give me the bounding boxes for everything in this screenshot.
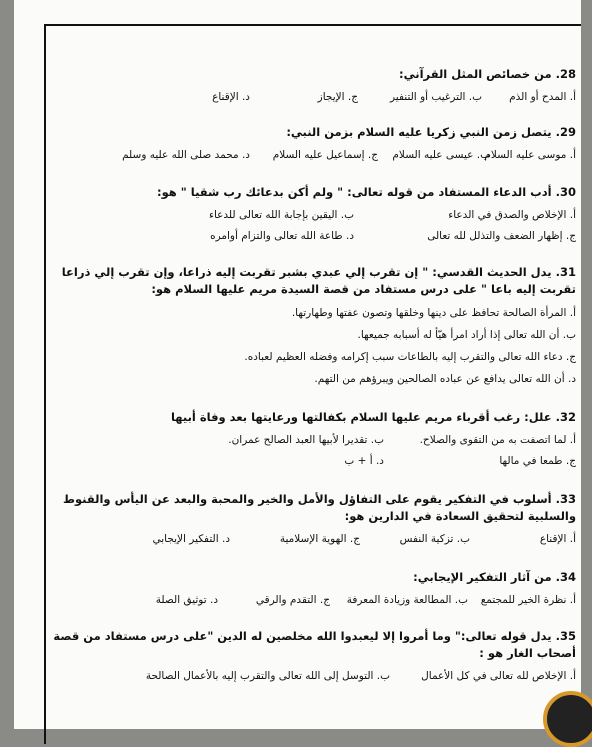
- question-35: [48, 628, 576, 684]
- options-row: [48, 531, 576, 547]
- question-stem: من آثار التفكير الإيجابي:: [413, 570, 552, 584]
- option-d[interactable]: د. أن الله تعالى يدافع عن عباده الصالحين ويبرؤهم من التهم.: [314, 373, 576, 385]
- option-a[interactable]: أ. المدح أو الذم: [509, 91, 576, 103]
- question-number: 35.: [555, 629, 576, 643]
- question-stem: علل: رغب أقرباء مريم عليها السلام بكفالتها ورعايتها بعد وفاة أبيها: [170, 410, 552, 424]
- question-stem: يدل الحديث القدسي: " إن تقرب إلي عبدي بشبر تقربت إليه ذراعا، وإن تقرب إلي ذراعا تقربت إليه باعا " على درس مستفاد من قصة السيدة مريم عليها السلام هو:: [61, 265, 576, 296]
- option-d[interactable]: د. الإقناع: [212, 91, 250, 103]
- question-number: 28.: [555, 67, 576, 81]
- question-32: [48, 409, 576, 469]
- options-row: [48, 228, 576, 244]
- question-stem: يدل قوله تعالى:" وما أمروا إلا ليعبدوا الله مخلصين له الدين "على درس مستفاد من قصة أصحاب الغار هو :: [53, 629, 576, 660]
- options-row: [48, 668, 576, 684]
- option-a[interactable]: أ. الإقناع: [539, 533, 576, 545]
- question-30: [48, 184, 576, 244]
- options-row: [48, 89, 576, 105]
- option-d[interactable]: د. التفكير الإيجابي: [152, 533, 230, 545]
- question-34: [48, 569, 576, 608]
- option-b[interactable]: ب. اليقين بإجابة الله تعالى للدعاء: [209, 209, 354, 221]
- questions-list: [48, 60, 576, 684]
- question-31: [48, 264, 576, 387]
- question-stem: أدب الدعاء المستفاد من قوله تعالى: " ولم أكن بدعائك رب شقيا " هو:: [156, 185, 552, 199]
- question-number: 30.: [555, 185, 576, 199]
- option-d[interactable]: د. توثيق الصلة: [155, 594, 218, 606]
- option-c[interactable]: ج. الإيجاز: [317, 91, 358, 103]
- question-29: [48, 124, 576, 163]
- option-c[interactable]: ج. إظهار الضعف والتذلل لله تعالى: [427, 230, 576, 242]
- option-d[interactable]: د. أ + ب: [344, 455, 384, 467]
- option-a[interactable]: أ. موسى عليه السلام: [484, 149, 576, 161]
- question-stem: أسلوب في التفكير يقوم على التفاؤل والأمل والخير والمحبة والبعد عن اليأس والقنوط والسلبية لتحقيق السعادة في الدارين هو:: [63, 492, 576, 523]
- options-row: [48, 432, 576, 448]
- option-a[interactable]: أ. الإخلاص لله تعالى في كل الأعمال: [421, 670, 576, 682]
- corner-badge-icon: [543, 691, 592, 747]
- option-a[interactable]: أ. لما اتصفت به من التقوى والصلاح.: [419, 434, 576, 446]
- question-number: 32.: [555, 410, 576, 424]
- option-c[interactable]: ج. إسماعيل عليه السلام: [272, 149, 378, 161]
- options-row: [48, 453, 576, 469]
- option-c[interactable]: ج. دعاء الله تعالى والتقرب إليه بالطاعات سبب إكرامه وفضله العظيم لعباده.: [244, 351, 576, 363]
- option-b[interactable]: ب. تزكية النفس: [399, 533, 470, 545]
- option-c[interactable]: ج. طمعا في مالها: [499, 455, 576, 467]
- option-c[interactable]: ج. الهوية الإسلامية: [279, 533, 360, 545]
- options-row: [48, 207, 576, 223]
- option-b[interactable]: ب. المطالعة وزيادة المعرفة: [346, 594, 468, 606]
- question-33: [48, 491, 576, 547]
- option-c[interactable]: ج. التقدم والرقي: [255, 594, 330, 606]
- question-number: 34.: [555, 570, 576, 584]
- options-row: [48, 592, 576, 608]
- option-a[interactable]: أ. نظرة الخير للمجتمع: [480, 594, 576, 606]
- option-b[interactable]: ب. أن الله تعالى إذا أراد امرأ هيّأ له أسبابه جميعها.: [357, 329, 576, 341]
- option-b[interactable]: ب. الترغيب أو التنفير: [390, 91, 482, 103]
- option-a[interactable]: أ. المرأة الصالحة تحافظ على دينها وخلقها وتصون عفتها وطهارتها.: [291, 307, 576, 319]
- question-number: 31.: [555, 265, 576, 279]
- question-number: 29.: [555, 125, 576, 139]
- question-stem: من خصائص المثل القرآني:: [399, 67, 552, 81]
- option-d[interactable]: د. محمد صلى الله عليه وسلم: [122, 149, 250, 161]
- options-row: [48, 147, 576, 163]
- option-b[interactable]: ب. التوسل إلى الله تعالى والتقرب إليه بالأعمال الصالحة: [145, 670, 390, 682]
- question-number: 33.: [555, 492, 576, 506]
- question-28: [48, 66, 576, 105]
- document-page: [14, 0, 581, 729]
- option-d[interactable]: د. طاعة الله تعالى والتزام أوامره: [210, 230, 354, 242]
- option-b[interactable]: ب. عيسى عليه السلام: [392, 149, 490, 161]
- option-a[interactable]: أ. الإخلاص والصدق في الدعاء: [448, 209, 576, 221]
- option-b[interactable]: ب. تقديرا لأبيها العبد الصالح عمران.: [228, 434, 384, 446]
- question-stem: يتصل زمن النبي زكريا عليه السلام بزمن النبي:: [286, 125, 552, 139]
